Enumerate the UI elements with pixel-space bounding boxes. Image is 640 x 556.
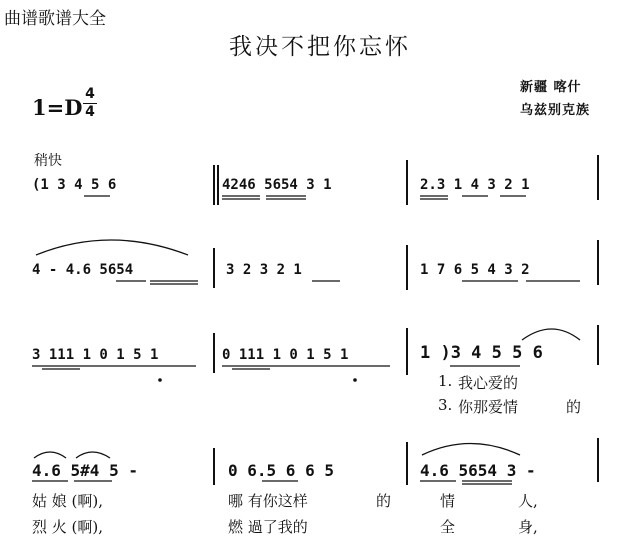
row3-measure3: 1 )3 4 5 5 6 [420, 343, 543, 363]
lyric-row4-v2-d: 身, [518, 518, 538, 536]
row1-measure3: 2.3 1 4 3 2 1 [420, 177, 530, 193]
lyric-row3-verse1: 我心爱的 [458, 374, 519, 392]
row3-measure1: 3 111 1 0 1 5 1 [32, 347, 159, 363]
lyric-row4-v1-c: 的 [376, 492, 392, 510]
origin-region: 新疆 喀什 [520, 80, 582, 95]
slur [36, 240, 188, 255]
slur [76, 452, 110, 458]
slur [34, 452, 66, 458]
song-title: 我决不把你忘怀 [229, 34, 411, 60]
lyric-row4-v1-b: 哪 有你这样 [228, 492, 308, 510]
row2-measure3: 1 7 6 5 4 3 2 [420, 262, 530, 278]
lyric-row4-v2-c: 全 [440, 518, 456, 536]
slur [422, 444, 520, 456]
slurs [34, 240, 580, 458]
barlines [214, 155, 598, 485]
row1-measure1: (1 3 4 5 6 [32, 177, 117, 193]
tempo-marking: 稍快 [34, 153, 62, 169]
lyric-row3-verse2: 你那爱情 [458, 398, 519, 416]
row2-measure1: 4 - 4.6 5654 [32, 262, 134, 278]
beam-underlines [32, 196, 580, 484]
row4-measure3: 4.6 5654 3 - [420, 461, 536, 480]
lyric-row4-v1-a: 姑 娘 (啊), [32, 492, 104, 510]
time-signature-top: 4 [85, 86, 95, 102]
low-octave-dot [353, 378, 357, 382]
row2-measure2: 3 2 3 2 1 [226, 262, 302, 278]
lyric-row3-verse2-end: 的 [566, 398, 582, 416]
verse2-label: 3. [438, 396, 453, 414]
low-octave-dot [158, 378, 162, 382]
lyric-row4-v1-d: 情 [440, 492, 456, 510]
octave-dots [158, 378, 357, 382]
time-signature-bottom: 4 [83, 103, 97, 121]
row3-measure2: 0 111 1 0 1 5 1 [222, 347, 349, 363]
lyric-row4-v2-a: 烈 火 (啊), [32, 518, 104, 536]
key-signature: 1=D [32, 95, 83, 120]
lyric-row4-v2-b: 燃 過了我的 [228, 518, 308, 536]
verse1-label: 1. [438, 372, 453, 390]
row1-measure2: 4246 5654 3 1 [222, 177, 332, 193]
site-name: 曲谱歌谱大全 [4, 9, 106, 29]
origin-people: 乌兹别克族 [520, 103, 591, 118]
lyric-row4-v1-e: 人, [518, 492, 538, 510]
slur [522, 329, 580, 340]
row4-measure2: 0 6.5 6 6 5 [228, 461, 334, 480]
row4-measure1: 4.6 5#4 5 - [32, 461, 138, 480]
